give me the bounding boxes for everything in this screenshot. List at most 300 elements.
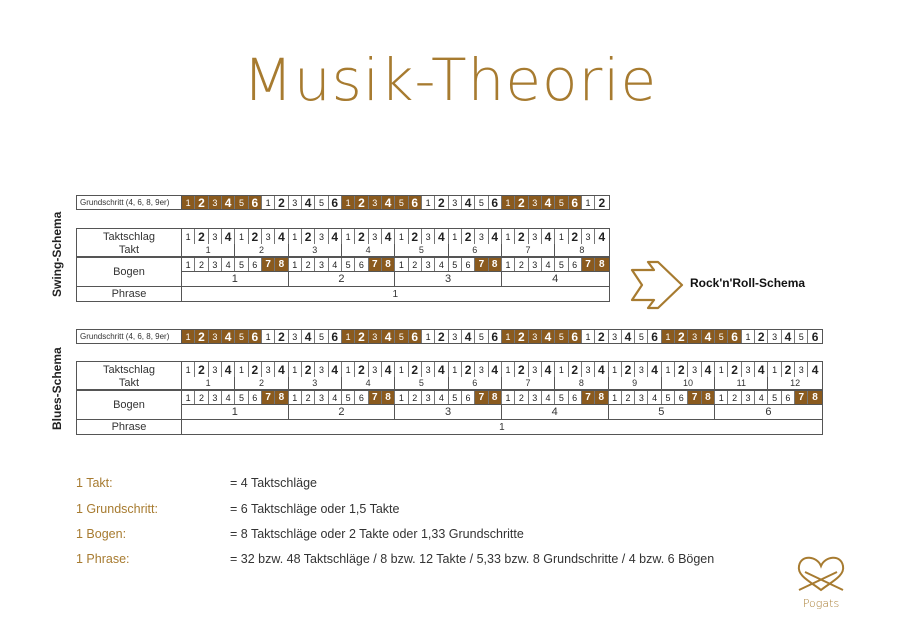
bogen-beat-cell: 6 <box>462 391 475 404</box>
grundschritt-cell: 6 <box>489 330 502 343</box>
taktschlag-cells <box>182 228 610 244</box>
logo-text: Pogats <box>802 597 840 610</box>
bogen-number: 2 <box>289 405 396 419</box>
grundschritt-cell: 2 <box>435 330 448 343</box>
taktschlag-cell: 4 <box>702 362 715 377</box>
bogen-number: 1 <box>182 405 289 419</box>
grundschritt-cell: 1 <box>502 196 515 209</box>
bogen-beat-cell: 8 <box>808 391 821 404</box>
phrase-cells <box>182 287 610 302</box>
taktschlag-cell: 4 <box>595 362 608 377</box>
taktschlag-cell: 2 <box>728 362 741 377</box>
taktschlag-cell: 1 <box>342 229 355 244</box>
grundschritt-cell: 5 <box>555 196 568 209</box>
taktschlag-cell: 1 <box>502 362 515 377</box>
taktschlag-cell: 1 <box>182 229 195 244</box>
bogen-beat-cell: 8 <box>702 391 715 404</box>
grundschritt-cell: 6 <box>489 196 502 209</box>
bogen-number-cells <box>182 405 823 420</box>
bogen-beat-cell: 3 <box>529 391 542 404</box>
taktschlag-cell: 2 <box>515 362 528 377</box>
taktschlag-cell: 2 <box>462 229 475 244</box>
bogen-beat-cell: 2 <box>409 391 422 404</box>
bogen-beat-cell: 2 <box>409 258 422 271</box>
grundschritt-cell: 4 <box>542 330 555 343</box>
grundschritt-cell: 6 <box>249 196 262 209</box>
bogen-beat-cell: 7 <box>475 258 488 271</box>
bogen-beat-cell: 2 <box>302 391 315 404</box>
taktschlag-cell: 4 <box>542 229 555 244</box>
takt-number: 4 <box>342 244 395 256</box>
bogen-beat-cell: 8 <box>595 258 608 271</box>
grundschritt-cell: 2 <box>355 330 368 343</box>
bogen-beat-cell: 1 <box>609 391 622 404</box>
taktschlag-cell: 3 <box>529 229 542 244</box>
grundschritt-cell: 4 <box>302 196 315 209</box>
legend-value: = 6 Taktschläge oder 1,5 Takte <box>230 502 400 516</box>
taktschlag-cell: 1 <box>662 362 675 377</box>
grundschritt-cell: 3 <box>529 196 542 209</box>
taktschlag-cell: 4 <box>598 229 606 244</box>
grundschritt-cell: 2 <box>355 196 368 209</box>
grundschritt-cell: 2 <box>435 196 448 209</box>
bogen-beat-cell: 5 <box>555 391 568 404</box>
bogen-beat-cell: 8 <box>275 391 288 404</box>
takt-number: 5 <box>395 377 448 389</box>
taktschlag-cell: 2 <box>622 362 635 377</box>
grundschritt-cell: 2 <box>195 196 208 209</box>
taktschlag-cell: 4 <box>489 362 502 377</box>
grundschritt-cell: 3 <box>209 330 222 343</box>
grundschritt-cell: 1 <box>582 330 595 343</box>
bogen-beat-cell: 8 <box>489 391 502 404</box>
bogen-number: 1 <box>182 272 289 286</box>
taktschlag-cell: 4 <box>275 362 288 377</box>
bogen-label: Bogen <box>76 390 182 420</box>
grundschritt-cell: 4 <box>622 330 635 343</box>
taktschlag-cell: 1 <box>289 229 302 244</box>
taktschlag-cell: 2 <box>409 229 422 244</box>
takt-number: 3 <box>289 244 342 256</box>
bogen-beat-cell: 6 <box>249 258 262 271</box>
arrow-right-icon <box>628 260 686 310</box>
bogen-beat-cell: 1 <box>289 391 302 404</box>
grundschritt-cell: 4 <box>222 196 235 209</box>
grundschritt-cell: 1 <box>742 330 755 343</box>
bogen-beat-cell: 3 <box>209 391 222 404</box>
takt-number: 7 <box>502 244 555 256</box>
taktschlag-cell: 2 <box>195 229 208 244</box>
grundschritt-cell: 4 <box>782 330 795 343</box>
taktschlag-cell: 3 <box>688 362 701 377</box>
legend-value: = 8 Taktschläge oder 2 Takte oder 1,33 Grundschritte <box>230 527 524 541</box>
phrase-row <box>76 420 823 435</box>
grundschritt-cells <box>182 195 610 210</box>
grundschritt-cell: 2 <box>598 195 606 210</box>
bogen-block <box>182 390 823 420</box>
taktschlag-cell: 1 <box>235 229 248 244</box>
taktschlag-cell: 3 <box>582 229 595 244</box>
bogen-beat-cell: 6 <box>569 391 582 404</box>
grundschritt-cell: 5 <box>395 196 408 209</box>
bogen-beat-cell: 1 <box>395 391 408 404</box>
grundschritt-cell: 1 <box>342 196 355 209</box>
taktschlag-cell: 3 <box>369 362 382 377</box>
taktschlag-cell: 4 <box>222 362 235 377</box>
grundschritt-cell: 3 <box>449 330 462 343</box>
bogen-beat-cell: 7 <box>582 391 595 404</box>
grundschritt-cell: 1 <box>662 330 675 343</box>
grundschritt-row <box>76 195 610 210</box>
grundschritt-cells <box>182 329 823 344</box>
grundschritt-cell: 3 <box>369 330 382 343</box>
phrase-number: 1 <box>499 421 505 433</box>
taktschlag-cell: 1 <box>449 362 462 377</box>
taktschlag-cell: 1 <box>235 362 248 377</box>
taktschlag-cell: 3 <box>262 362 275 377</box>
bogen-beat-cell: 7 <box>369 391 382 404</box>
grundschritt-row <box>76 329 823 344</box>
grundschritt-cell: 6 <box>811 329 819 344</box>
bogen-beat-cell: 8 <box>382 258 395 271</box>
taktschlag-cell: 4 <box>329 362 342 377</box>
legend-key: 1 Takt: <box>76 476 113 490</box>
grundschritt-cell: 5 <box>475 330 488 343</box>
grundschritt-cell: 4 <box>382 196 395 209</box>
bogen-number: 2 <box>289 272 396 286</box>
taktschlag-cell: 4 <box>382 229 395 244</box>
taktschlag-label: Taktschlag <box>76 361 182 377</box>
grundschritt-cell: 6 <box>569 330 582 343</box>
blues-schema-label: Blues-Schema <box>50 347 64 430</box>
taktschlag-cell: 1 <box>715 362 728 377</box>
bogen-beat-cell: 3 <box>315 258 328 271</box>
taktschlag-cell: 3 <box>422 362 435 377</box>
bogen-beat-cell: 1 <box>395 258 408 271</box>
bogen-beat-cell: 2 <box>515 391 528 404</box>
phrase-label: Phrase <box>76 420 182 435</box>
bogen-beat-cell: 6 <box>355 258 368 271</box>
bogen-label: Bogen <box>76 257 182 287</box>
taktschlag-cell: 2 <box>782 362 795 377</box>
phrase-cells <box>182 420 823 435</box>
grundschritt-cell: 4 <box>302 330 315 343</box>
taktschlag-cell: 2 <box>409 362 422 377</box>
bogen-row <box>76 257 610 287</box>
grundschritt-cell: 4 <box>382 330 395 343</box>
takt-number: 2 <box>235 377 288 389</box>
legend-value: = 4 Taktschläge <box>230 476 317 490</box>
takt-number: 7 <box>502 377 555 389</box>
grundschritt-cell: 3 <box>209 196 222 209</box>
bogen-beat-cell: 5 <box>662 391 675 404</box>
grundschritt-cell: 3 <box>609 330 622 343</box>
taktschlag-cell: 1 <box>289 362 302 377</box>
grundschritt-cell: 2 <box>515 330 528 343</box>
bogen-beat-cell: 4 <box>222 258 235 271</box>
taktschlag-cell: 2 <box>249 362 262 377</box>
bogen-beat-cell: 7 <box>475 391 488 404</box>
pogats-logo <box>790 552 852 610</box>
bogen-beat-cell: 4 <box>755 391 768 404</box>
grundschritt-cell: 5 <box>395 330 408 343</box>
bogen-beat-cell: 1 <box>289 258 302 271</box>
takt-number: 8 <box>579 245 585 255</box>
bogen-beat-cell: 8 <box>382 391 395 404</box>
swing-schema-label: Swing-Schema <box>50 211 64 297</box>
grundschritt-cell: 2 <box>275 196 288 209</box>
bogen-beat-cells <box>182 390 823 405</box>
grundschritt-cell: 5 <box>795 330 808 343</box>
bogen-beat-cell: 7 <box>262 391 275 404</box>
grundschritt-label: Grundschritt (4, 6, 8, 9er) <box>76 329 182 344</box>
taktschlag-cell: 4 <box>811 362 819 377</box>
taktschlag-cell: 1 <box>609 362 622 377</box>
bogen-beat-cell: 2 <box>302 258 315 271</box>
bogen-beat-cell: 5 <box>449 258 462 271</box>
taktschlag-row <box>76 361 823 377</box>
bogen-number: 3 <box>395 272 502 286</box>
taktschlag-cell: 4 <box>329 229 342 244</box>
takt-cells <box>182 377 823 390</box>
taktschlag-cell: 4 <box>542 362 555 377</box>
taktschlag-cell: 2 <box>302 362 315 377</box>
taktschlag-cell: 1 <box>342 362 355 377</box>
taktschlag-cell: 3 <box>209 229 222 244</box>
taktschlag-cell: 3 <box>475 362 488 377</box>
legend-key: 1 Bogen: <box>76 527 127 541</box>
grundschritt-cell: 6 <box>249 330 262 343</box>
bogen-beat-cell: 5 <box>768 391 781 404</box>
bogen-beat-cell: 4 <box>222 391 235 404</box>
grundschritt-cell: 1 <box>342 330 355 343</box>
taktschlag-cell: 2 <box>355 362 368 377</box>
grundschritt-cell: 3 <box>289 196 302 209</box>
taktschlag-cell: 3 <box>475 229 488 244</box>
takt-number: 2 <box>235 244 288 256</box>
takt-number: 11 <box>715 377 768 389</box>
taktschlag-cell: 2 <box>302 229 315 244</box>
taktschlag-cell: 3 <box>635 362 648 377</box>
bogen-beat-cell: 6 <box>462 258 475 271</box>
heart-logo-icon <box>793 552 849 592</box>
grundschritt-cell: 6 <box>329 330 342 343</box>
grundschritt-cell: 5 <box>555 330 568 343</box>
bogen-beat-cell: 6 <box>569 258 582 271</box>
grundschritt-cell: 6 <box>648 330 661 343</box>
bogen-beat-cell: 2 <box>195 391 208 404</box>
bogen-beat-cell: 4 <box>329 258 342 271</box>
grundschritt-cell: 1 <box>262 196 275 209</box>
taktschlag-cell: 4 <box>382 362 395 377</box>
taktschlag-cell: 2 <box>249 229 262 244</box>
bogen-beat-cell: 2 <box>515 258 528 271</box>
taktschlag-cell: 2 <box>515 229 528 244</box>
bogen-beat-cell: 1 <box>182 391 195 404</box>
grundschritt-cell: 1 <box>182 330 195 343</box>
taktschlag-cell: 3 <box>795 362 808 377</box>
taktschlag-cell: 1 <box>395 362 408 377</box>
taktschlag-cell: 4 <box>489 229 502 244</box>
taktschlag-cell: 2 <box>355 229 368 244</box>
grundschritt-cell: 2 <box>755 330 768 343</box>
bogen-beat-cell: 6 <box>675 391 688 404</box>
taktschlag-cell: 2 <box>462 362 475 377</box>
bogen-number: 4 <box>552 273 559 285</box>
takt-number: 3 <box>289 377 342 389</box>
taktschlag-cell: 1 <box>502 229 515 244</box>
bogen-beat-cell: 7 <box>262 258 275 271</box>
bogen-beat-cell: 7 <box>369 258 382 271</box>
bogen-beat-cell: 2 <box>622 391 635 404</box>
grundschritt-cell: 2 <box>195 330 208 343</box>
bogen-beat-cell: 7 <box>795 391 808 404</box>
grundschritt-cell: 3 <box>369 196 382 209</box>
bogen-number: 3 <box>395 405 502 419</box>
bogen-beat-cell: 5 <box>555 258 568 271</box>
grundschritt-cell: 1 <box>582 196 595 209</box>
grundschritt-cell: 5 <box>235 330 248 343</box>
grundschritt-cell: 3 <box>688 330 701 343</box>
grundschritt-cell: 5 <box>235 196 248 209</box>
bogen-beat-cell: 7 <box>688 391 701 404</box>
taktschlag-cell: 3 <box>422 229 435 244</box>
bogen-beat-cell: 5 <box>342 258 355 271</box>
grundschritt-cell: 5 <box>475 196 488 209</box>
grundschritt-cell: 4 <box>462 196 475 209</box>
grundschritt-cell: 6 <box>728 330 741 343</box>
takt-number: 4 <box>342 377 395 389</box>
bogen-beat-cell: 3 <box>529 258 542 271</box>
rocknroll-schema-label: Rock'n'Roll-Schema <box>690 276 806 290</box>
bogen-beat-cell: 3 <box>742 391 755 404</box>
takt-number: 9 <box>609 377 662 389</box>
bogen-beat-cell: 1 <box>502 391 515 404</box>
bogen-number: 5 <box>609 405 716 419</box>
grundschritt-cell: 6 <box>409 330 422 343</box>
bogen-beat-cell: 4 <box>542 258 555 271</box>
grundschritt-cell: 4 <box>702 330 715 343</box>
bogen-beat-cell: 7 <box>582 258 595 271</box>
legend-key: 1 Phrase: <box>76 552 130 566</box>
takt-row <box>76 377 823 390</box>
bogen-beat-cell: 4 <box>435 391 448 404</box>
taktschlag-cell: 3 <box>315 229 328 244</box>
taktschlag-cell: 1 <box>768 362 781 377</box>
takt-label: Takt <box>76 244 182 257</box>
taktschlag-cell: 2 <box>675 362 688 377</box>
takt-row <box>76 244 610 257</box>
bogen-number: 6 <box>765 406 772 418</box>
bogen-beat-cell: 3 <box>209 258 222 271</box>
takt-cells <box>182 244 610 257</box>
taktschlag-cell: 2 <box>569 362 582 377</box>
taktschlag-cell: 4 <box>648 362 661 377</box>
grundschritt-cell: 3 <box>449 196 462 209</box>
grundschritt-cell: 6 <box>569 196 582 209</box>
grundschritt-cell: 5 <box>635 330 648 343</box>
taktschlag-cell: 1 <box>182 362 195 377</box>
grundschritt-cell: 1 <box>502 330 515 343</box>
takt-number: 1 <box>182 244 235 256</box>
grundschritt-cell: 1 <box>182 196 195 209</box>
legend-key: 1 Grundschritt: <box>76 502 158 516</box>
taktschlag-label: Taktschlag <box>76 228 182 244</box>
grundschritt-cell: 2 <box>595 330 608 343</box>
grundschritt-cell: 1 <box>422 330 435 343</box>
bogen-beat-cell: 5 <box>342 391 355 404</box>
grundschritt-cell: 4 <box>462 330 475 343</box>
legend-value: = 32 bzw. 48 Taktschläge / 8 bzw. 12 Takte / 5,33 bzw. 8 Grundschritte / 4 bzw. 6 Bögen <box>230 552 715 566</box>
bogen-beat-cell: 8 <box>275 258 288 271</box>
bogen-beat-cell: 6 <box>782 391 795 404</box>
bogen-block <box>182 257 610 287</box>
grundschritt-cell: 2 <box>275 330 288 343</box>
takt-number: 6 <box>449 377 502 389</box>
bogen-number: 4 <box>502 405 609 419</box>
bogen-number-cells <box>182 272 610 287</box>
taktschlag-cell: 3 <box>209 362 222 377</box>
grundschritt-cell: 3 <box>529 330 542 343</box>
taktschlag-cell: 3 <box>582 362 595 377</box>
grundschritt-cell: 2 <box>515 196 528 209</box>
bogen-beat-cell: 5 <box>235 391 248 404</box>
grundschritt-cell: 3 <box>768 330 781 343</box>
taktschlag-cell: 1 <box>555 362 568 377</box>
phrase-label: Phrase <box>76 287 182 302</box>
taktschlag-cell: 4 <box>755 362 768 377</box>
takt-number: 10 <box>662 377 715 389</box>
taktschlag-cell: 2 <box>195 362 208 377</box>
taktschlag-cell: 1 <box>395 229 408 244</box>
taktschlag-cell: 3 <box>315 362 328 377</box>
takt-number: 1 <box>182 377 235 389</box>
taktschlag-row <box>76 228 610 244</box>
bogen-beat-cell: 4 <box>435 258 448 271</box>
grundschritt-cell: 4 <box>222 330 235 343</box>
takt-number: 12 <box>790 378 801 388</box>
bogen-beat-cell: 4 <box>542 391 555 404</box>
bogen-beat-cell: 4 <box>329 391 342 404</box>
grundschritt-cell: 1 <box>422 196 435 209</box>
phrase-number: 1 <box>392 288 399 300</box>
grundschritt-cell: 1 <box>262 330 275 343</box>
grundschritt-label: Grundschritt (4, 6, 8, 9er) <box>76 195 182 210</box>
taktschlag-cell: 4 <box>275 229 288 244</box>
bogen-beat-cell: 1 <box>715 391 728 404</box>
bogen-beat-cell: 2 <box>728 391 741 404</box>
takt-number: 5 <box>395 244 448 256</box>
taktschlag-cell: 1 <box>555 229 568 244</box>
taktschlag-cell: 4 <box>222 229 235 244</box>
bogen-beat-cell: 8 <box>489 258 502 271</box>
grundschritt-cell: 6 <box>409 196 422 209</box>
taktschlag-cell: 3 <box>262 229 275 244</box>
takt-label: Takt <box>76 377 182 390</box>
grundschritt-cell: 2 <box>675 330 688 343</box>
bogen-beat-cell: 3 <box>635 391 648 404</box>
bogen-beat-cell: 3 <box>315 391 328 404</box>
taktschlag-cell: 1 <box>449 229 462 244</box>
taktschlag-cell: 3 <box>369 229 382 244</box>
grundschritt-cell: 5 <box>715 330 728 343</box>
bogen-row <box>76 390 823 420</box>
bogen-beat-cell: 3 <box>422 391 435 404</box>
bogen-beat-cells <box>182 257 610 272</box>
bogen-beat-cell: 1 <box>502 258 515 271</box>
taktschlag-cell: 3 <box>742 362 755 377</box>
bogen-beat-cell: 2 <box>195 258 208 271</box>
